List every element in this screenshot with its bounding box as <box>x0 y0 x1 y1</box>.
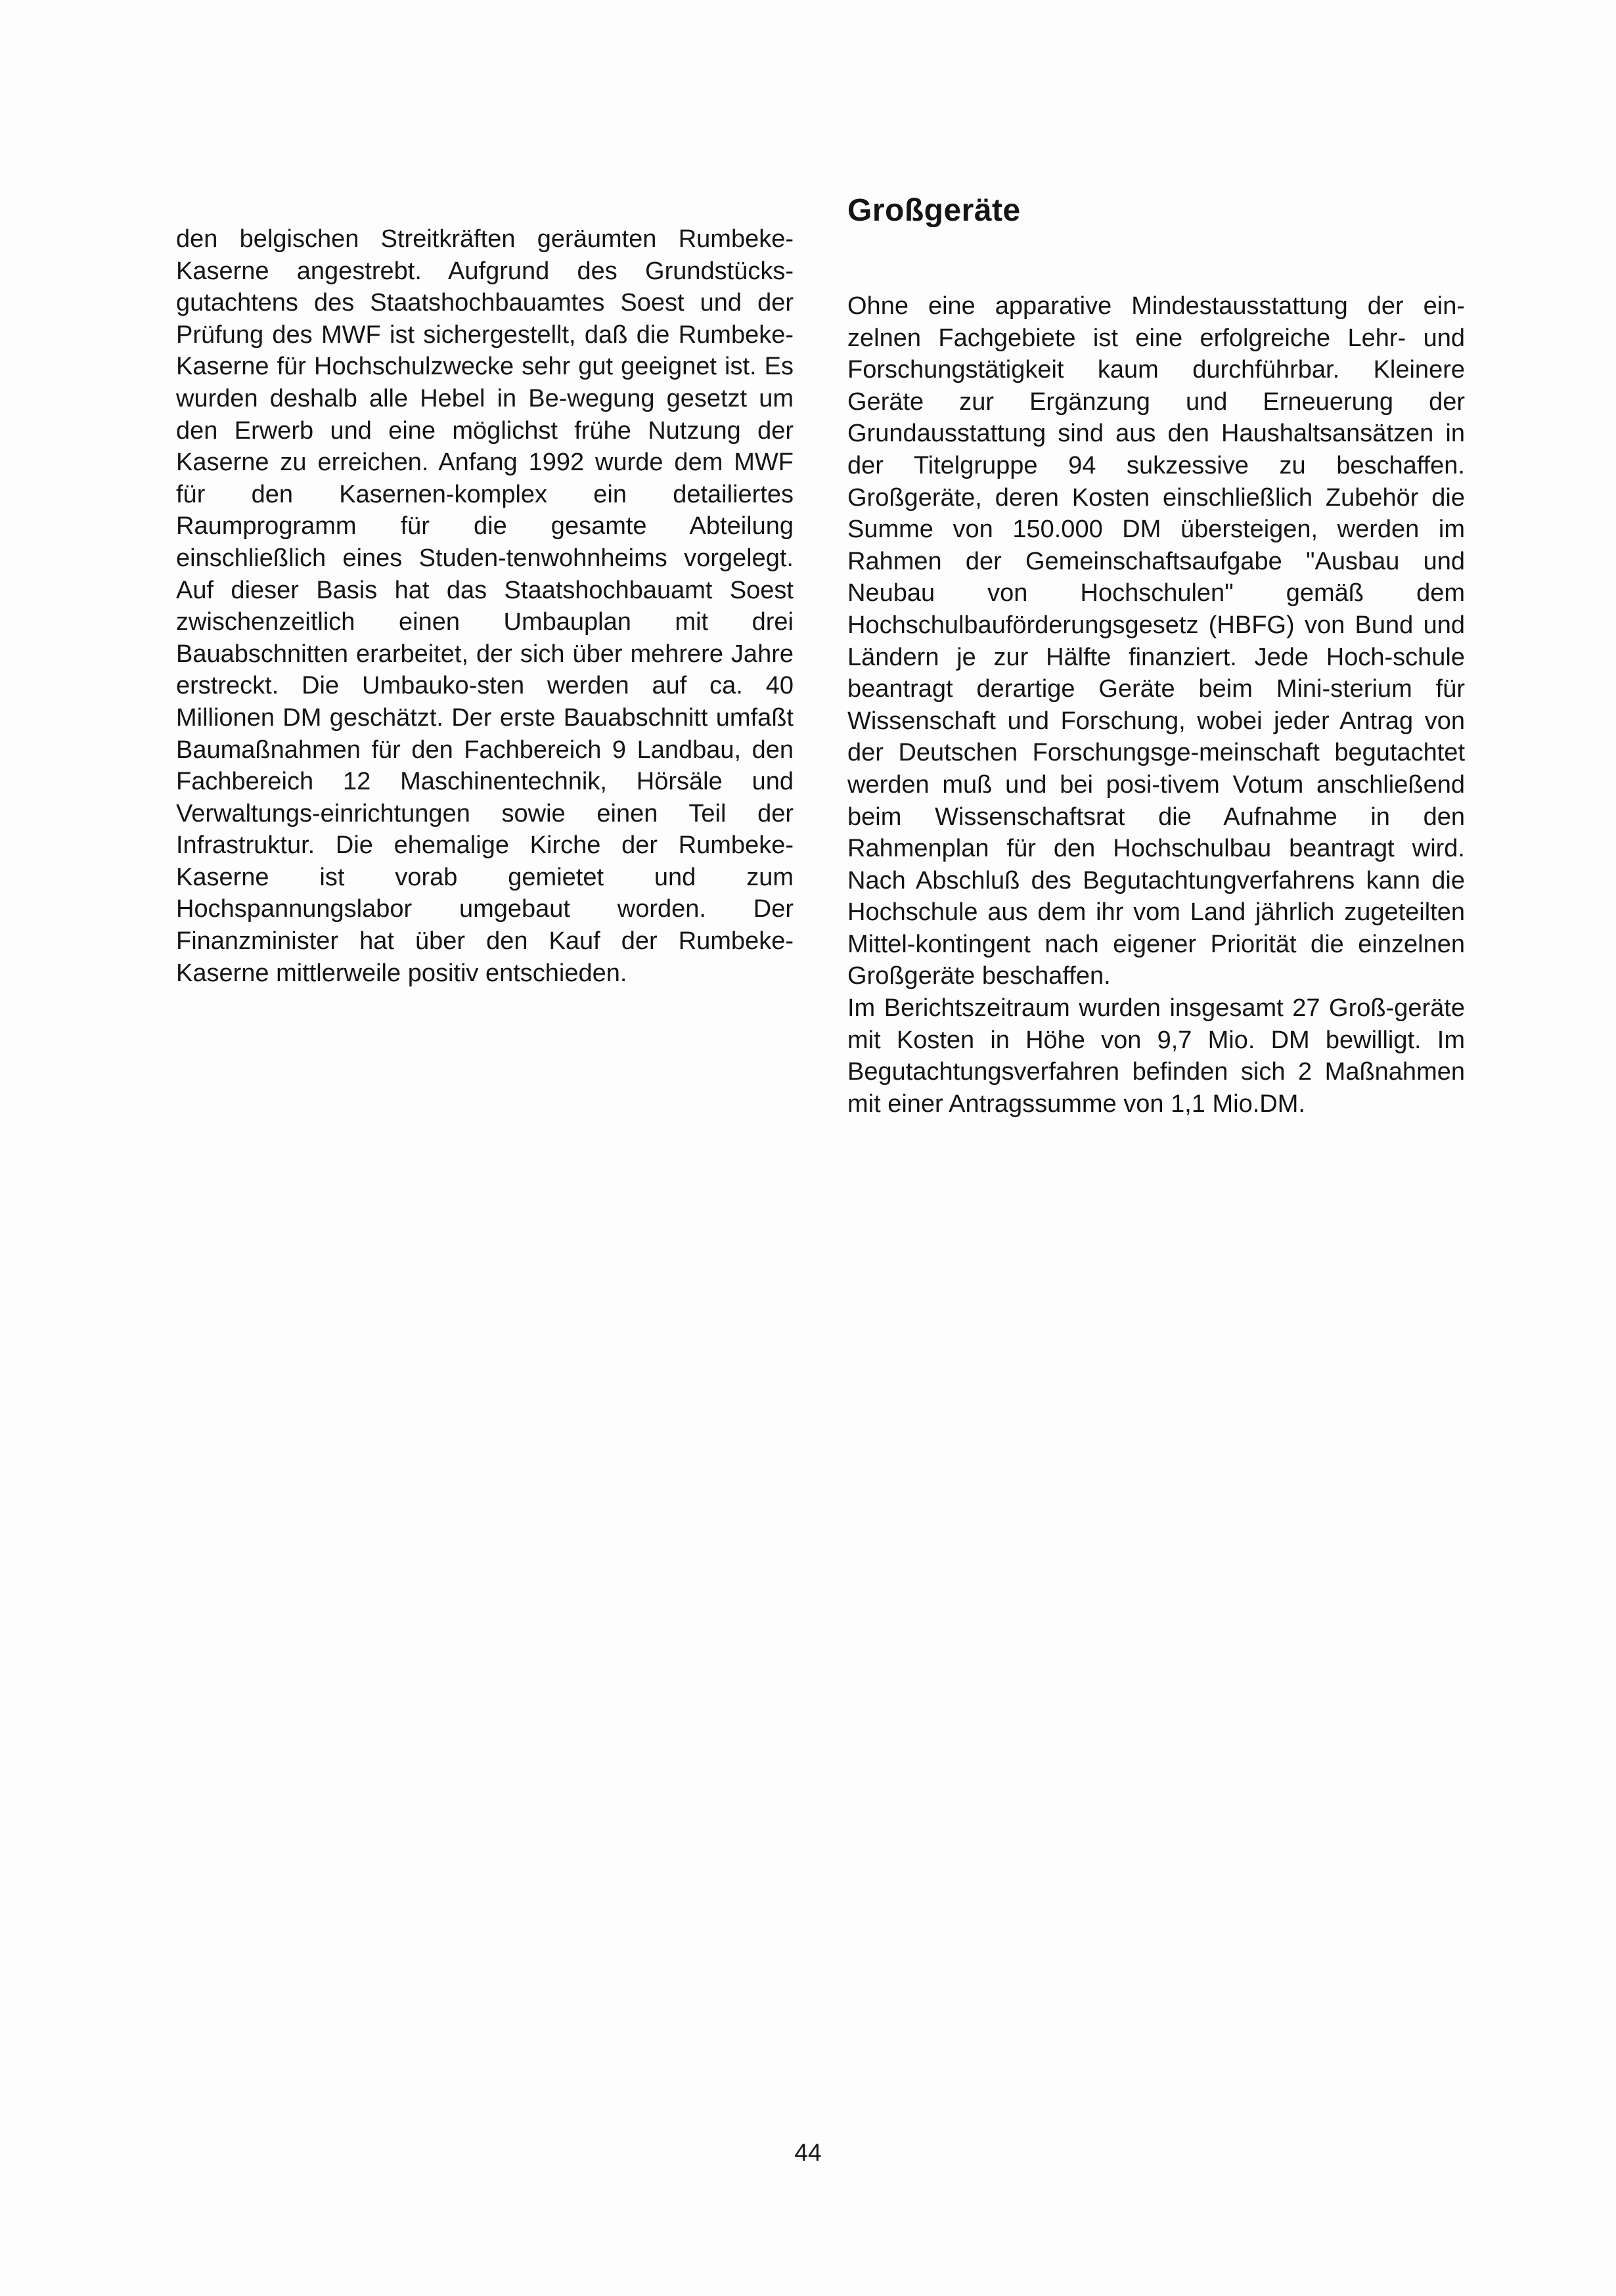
right-column <box>847 192 1465 1120</box>
right-column-paragraph-2: Im Berichtszeitraum wurden insgesamt 27 Groß-geräte mit Kosten in Höhe von 9,7 Mio. DM bewilligt. Im Begutachtungsverfahren befinden sich 2 Maßnahmen mit einer Antragssumme von 1,1 Mio.DM. <box>847 994 1465 1118</box>
section-heading: Großgeräte <box>847 193 1021 228</box>
left-column <box>176 223 794 989</box>
right-column-paragraph-1: Ohne eine apparative Mindestausstattung der ein-zelnen Fachgebiete ist eine erfolgreiche Lehr- und Forschungstätigkeit kaum durchführbar. Kleinere Geräte zur Ergänzung und Erneuerung der Grundausstattung sind aus den Haushaltsansätzen in der Titelgruppe 94 sukzessive zu beschaffen. Großgeräte, deren Kosten einschließlich Zubehör die Summe von 150.000 DM übersteigen, werden im Rahmen der Gemeinschaftsaufgabe "Ausbau und Neubau von Hochschulen" gemäß dem Hochschulbauförderungsgesetz (HBFG) von Bund und Ländern je zur Hälfte finanziert. Jede Hoch-schule beantragt derartige Geräte beim Mini-sterium für Wissenschaft und Forschung, wobei jeder Antrag von der Deutschen Forschungsge-meinschaft begutachtet werden muß und bei posi-tivem Votum anschließend beim Wissenschaftsrat die Aufnahme in den Rahmenplan für den Hochschulbau beantragt wird. Nach Abschluß des Begutachtungverfahrens kann die Hochschule aus dem ihr vom Land jährlich zugeteilten Mittel-kontingent nach eigener Priorität die einzelnen Großgeräte beschaffen. <box>847 292 1465 990</box>
page-number: 44 <box>794 2139 822 2166</box>
left-column-paragraph: den belgischen Streitkräften geräumten Rumbeke-Kaserne angestrebt. Aufgrund des Grundstücks-gutachtens des Staatshochbauamtes Soest und der Prüfung des MWF ist sichergestellt, daß die Rumbeke-Kaserne für Hochschulzwecke sehr gut geeignet ist. Es wurden deshalb alle Hebel in Be-wegung gesetzt um den Erwerb und eine möglichst frühe Nutzung der Kaserne zu erreichen. Anfang 1992 wurde dem MWF für den Kasernen-komplex ein detailiertes Raumprogramm für die gesamte Abteilung einschließlich eines Studen-tenwohnheims vorgelegt. Auf dieser Basis hat das Staatshochbauamt Soest zwischenzeitlich einen Umbauplan mit drei Bauabschnitten erarbeitet, der sich über mehrere Jahre erstreckt. Die Umbauko-sten werden auf ca. 40 Millionen DM geschätzt. Der erste Bauabschnitt umfaßt Baumaßnahmen für den Fachbereich 9 Landbau, den Fachbereich 12 Maschinentechnik, Hörsäle und Verwaltungs-einrichtungen sowie einen Teil der Infrastruktur. Die ehemalige Kirche der Rumbeke-Kaserne ist vorab gemietet und zum Hochspannungslabor umgebaut worden. Der Finanzminister hat über den Kauf der Rumbeke-Kaserne mittlerweile positiv entschieden. <box>176 225 794 987</box>
